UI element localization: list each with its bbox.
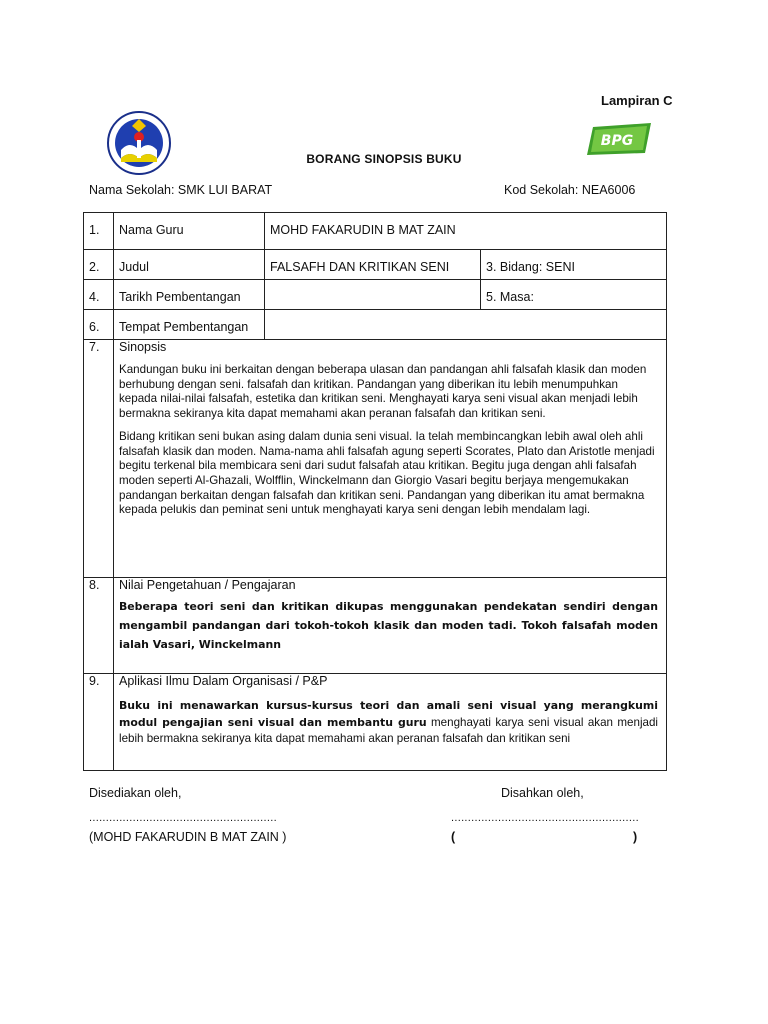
prepared-signature-line: ........................................................ — [89, 812, 277, 824]
table-row — [84, 674, 667, 771]
school-code: Kod Sekolah: NEA6006 — [504, 183, 636, 197]
row-number: 9. — [84, 674, 114, 771]
approved-by-name-open: ( — [451, 830, 456, 844]
table-row — [84, 310, 667, 340]
date-label: Tarikh Pembentangan — [114, 280, 265, 310]
table-row — [84, 250, 667, 280]
synopsis-paragraph-2: Bidang kritikan seni bukan asing dalam dunia seni visual. Ia telah membincangkan lebih awal oleh ahli falsafah klasik dan moden. Nama-nama ahli falsafah agung seperti Scorates, Plato dan Aristotle menjadi begitu terkenal bila membicara seni dari sudut falsafah atau kritikan. Begitu juga dengan ahli falsafah moden seperti Al-Ghazali, Wolfflin, Winckelmann dan Giorgio Vasari begitu berjaya mengemukakan pandangan berkaitan dengan falsafah dan kritikan seni. Pandangan yang diberikan itu amat bermakna kepada pelukis dan peminat seni untuk menghayati karya seni dengan lebih mendalam lagi. — [119, 429, 655, 517]
ministry-crest-logo-icon — [106, 110, 172, 176]
knowledge-value-label: Nilai Pengetahuan / Pengajaran — [119, 578, 296, 592]
bpg-logo-text: BPG — [600, 133, 634, 149]
knowledge-value-text: Beberapa teori seni dan kritikan dikupas menggunakan pendekatan sendiri dengan mengambil pandangan dari tokoh-tokoh klasik dan moden tadi. Tokoh falsafah moden ialah Vasari, Winckelmann — [119, 600, 658, 651]
row-number: 8. — [84, 578, 114, 674]
table-row — [84, 280, 667, 310]
table-row — [84, 340, 667, 578]
approved-signature-line: ........................................................ — [451, 812, 639, 824]
title-value: FALSAFH DAN KRITIKAN SENI — [265, 250, 481, 280]
school-name: Nama Sekolah: SMK LUI BARAT — [89, 183, 273, 197]
application-text — [119, 698, 658, 748]
row-number: 6. — [84, 310, 114, 340]
venue-value — [265, 310, 667, 340]
synopsis-paragraph-1: Kandungan buku ini berkaitan dengan beberapa ulasan dan pandangan ahli falsafah klasik dan moden berhubung dengan seni. falsafah dan kritikan. Pandangan yang diberikan itu lebih menumpuhkan kepada nilai-nilai falsafah, estetika dan kritikan seni. Menghayati karya seni visual akan menjadi lebih bermakna sekiranya kita dapat memahami akan peranan falsafah dan kritikan seni. — [119, 363, 647, 421]
application-text-normal: menghayati karya seni visual akan menjadi lebih bermakna sekiranya kita dapat memahami akan peranan falsafah dan kritikan seni — [119, 715, 658, 745]
title-label: Judul — [114, 250, 265, 280]
approved-by-name-close: ) — [633, 830, 638, 844]
field-value: 3. Bidang: SENI — [481, 250, 667, 280]
application-text-bold: Buku ini menawarkan kursus-kursus teori dan amali seni visual yang merangkumi modul pengajian seni visual dan membantu guru — [119, 699, 658, 729]
teacher-name-label: Nama Guru — [114, 213, 265, 250]
application-label: Aplikasi Ilmu Dalam Organisasi / P&P — [119, 674, 328, 688]
venue-label: Tempat Pembentangan — [114, 310, 265, 340]
row-number: 4. — [84, 280, 114, 310]
row-number: 1. — [84, 213, 114, 250]
table-row — [84, 213, 667, 250]
table-row — [84, 578, 667, 674]
synopsis-form-table — [83, 212, 667, 771]
time-value: 5. Masa: — [481, 280, 667, 310]
prepared-by-label: Disediakan oleh, — [89, 786, 182, 800]
row-number: 2. — [84, 250, 114, 280]
approved-by-label: Disahkan oleh, — [501, 786, 584, 800]
date-value — [265, 280, 481, 310]
synopsis-label: Sinopsis — [119, 340, 167, 354]
row-number: 7. — [84, 340, 114, 578]
annex-label: Lampiran C — [601, 93, 673, 108]
teacher-name-value: MOHD FAKARUDIN B MAT ZAIN — [265, 213, 667, 250]
prepared-by-name: (MOHD FAKARUDIN B MAT ZAIN ) — [89, 830, 287, 844]
form-title: BORANG SINOPSIS BUKU — [306, 152, 462, 166]
